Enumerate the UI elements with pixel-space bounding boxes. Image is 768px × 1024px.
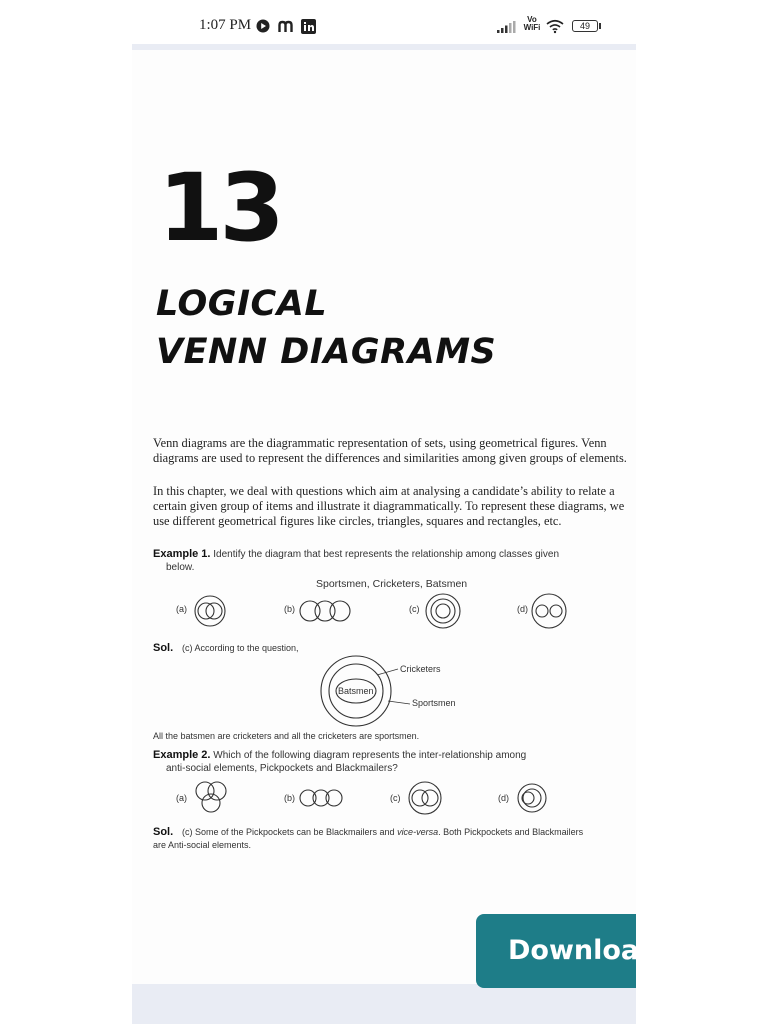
diagram-label-cricketers: Cricketers [400,664,441,674]
chapter-title: LOGICAL VENN DIAGRAMS [156,284,497,372]
signal-icon [497,21,517,33]
intro-paragraph-1: Venn diagrams are the diagrammatic representation of sets, using geometrical figures. Venn diagrams are used to represent the differences and similarities among given groups of elements. [153,436,627,465]
battery-indicator: 49 [572,20,598,32]
status-bar [0,0,768,44]
ex2-option-b-label: (b) [284,793,295,803]
option-c-label: (c) [409,604,420,614]
example-1-solution: Sol. (c) According to the question, [153,642,299,654]
ex2-option-c-diagram [406,780,446,816]
option-d-label: (d) [517,604,528,614]
linkedin-icon [301,19,316,34]
diagram-label-sportsmen: Sportsmen [412,698,456,708]
option-a-diagram [192,594,232,628]
download-button[interactable]: Download [476,914,636,988]
chapter-number: 13 [158,154,281,263]
m-app-icon [278,20,296,33]
option-c-diagram [424,592,464,630]
vowifi-label: Vo WiFi [523,15,541,32]
ex2-option-b-diagram [298,786,348,810]
option-b-label: (b) [284,604,295,614]
option-b-diagram [298,596,356,626]
option-d-diagram [530,592,570,630]
battery-tip [599,23,601,29]
example-1-question: Example 1. Identify the diagram that best represents the relationship among classes given below. [153,548,560,573]
wifi-icon [546,19,564,33]
option-a-label: (a) [176,604,187,614]
ex2-option-a-diagram [192,780,232,816]
diagram-label-batsmen: Batsmen [338,686,374,696]
ex2-option-d-label: (d) [498,793,509,803]
example-2-solution: Sol. (c) Some of the Pickpockets can be Blackmailers and vice-versa. Both Pickpockets and Blackmailers are Anti-social elements. [153,826,584,850]
ex2-option-a-label: (a) [176,793,187,803]
viewer-bottom-edge [132,984,636,1024]
example-1-classes: Sportsmen, Cricketers, Batsmen [316,578,468,590]
intro-paragraph-2: In this chapter, we deal with questions which aim at analysing a candidate’s ability to relate a certain given group of items and illustrate it diagrammatically. To represent these diagrams, we use different geometrical figures like circles, triangles, squares and rectangles, etc. [153,484,625,528]
play-icon [256,19,270,33]
status-time: 1:07 PM [199,17,252,33]
ex2-option-d-diagram [514,782,554,814]
ex2-option-c-label: (c) [390,793,401,803]
example-2-question: Example 2. Which of the following diagram represents the inter-relationship among anti-social elements, Pickpockets and Blackmailers? [153,749,527,774]
example-1-conclusion: All the batsmen are cricketers and all the cricketers are sportsmen. [153,731,420,741]
